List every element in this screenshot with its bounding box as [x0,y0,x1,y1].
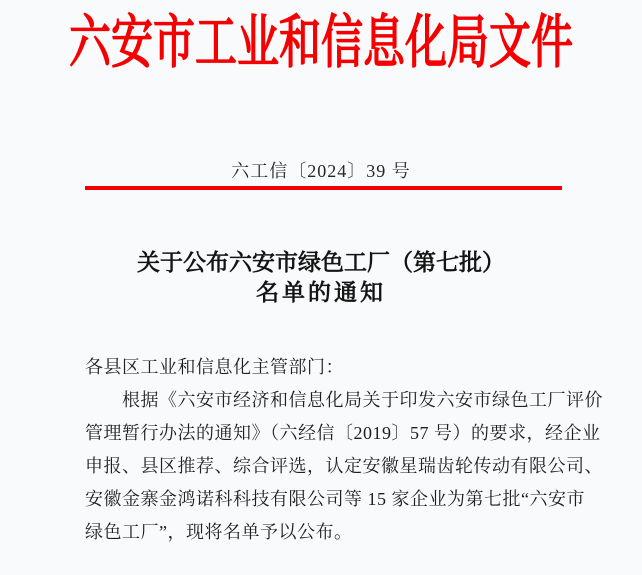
document-body [85,351,603,549]
red-divider-line [85,186,562,190]
agency-header-title: 六安市工业和信息化局文件 [68,12,573,76]
body-salutation: 各县区工业和信息化主管部门： [85,357,344,377]
body-paragraph-line-4: 安徽金寨金鸿诺科科技有限公司等 15 家企业为第七批“六安市 [85,489,585,509]
document-title-line-1: 关于公布六安市绿色工厂（第七批） [137,250,505,275]
document-number: 六工信〔2024〕39 号 [231,161,411,181]
body-paragraph-line-5: 绿色工厂”，现将名单予以公布。 [85,522,353,542]
body-paragraph-line-2: 管理暂行办法的通知》（六经信〔2019〕57 号）的要求，经企业 [85,423,601,443]
body-paragraph-line-3: 申报、县区推荐、综合评选，认定安徽星瑞齿轮传动有限公司、 [85,456,603,476]
body-paragraph-line-1: 根据《六安市经济和信息化局关于印发六安市绿色工厂评价 [85,390,603,410]
document-title-line-2: 名单的通知 [256,280,386,305]
document-title [0,248,642,308]
